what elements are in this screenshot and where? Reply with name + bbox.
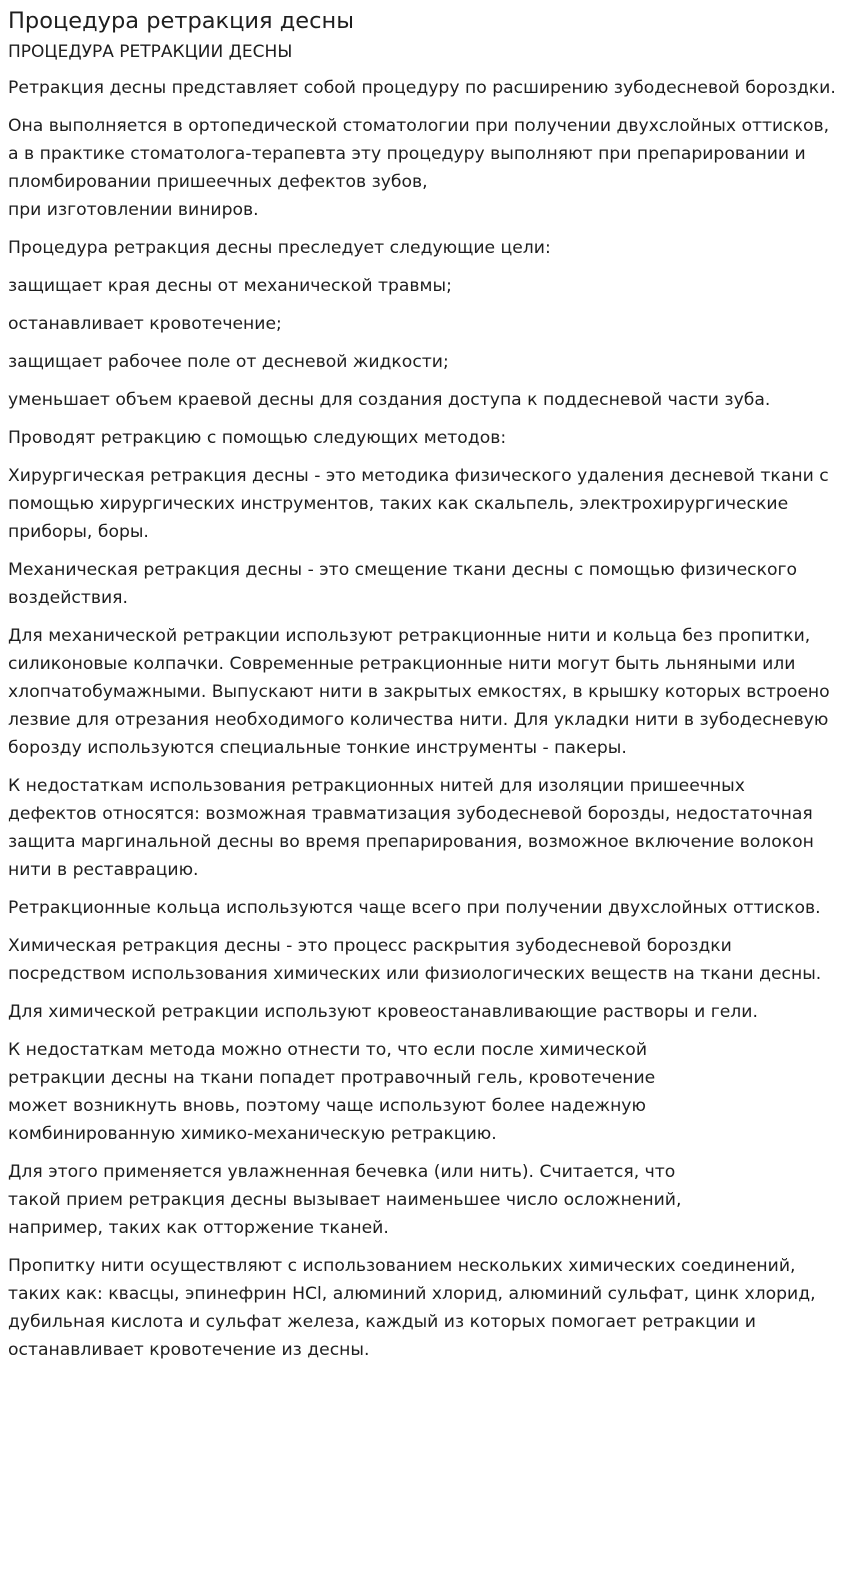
paragraph-15: Для химической ретракции используют кровеостанавливающие растворы и гели.: [8, 1002, 758, 1022]
paragraph-4: защищает края десны от механической травмы;: [8, 276, 452, 296]
paragraph-3: Процедура ретракция десны преследует следующие цели:: [8, 238, 551, 258]
paragraph-13: Ретракционные кольца используются чаще всего при получении двухслойных оттисков.: [8, 898, 821, 918]
paragraph-9: Хирургическая ретракция десны - это методика физического удаления десневой ткани с помощью хирургических инструментов, таких как скальпель, электрохирургические приборы, боры.: [8, 466, 829, 542]
paragraph-10: Механическая ретракция десны - это смещение ткани десны с помощью физического воздействия.: [8, 560, 798, 608]
paragraph-18: Пропитку нити осуществляют с использованием нескольких химических соединений, таких как: квасцы, эпинефрин HCl, алюминий хлорид, алюминий сульфат, цинк хлорид, дубильная кислота и сульфат железа, каждый из которых помогает ретракции и останавливает кровотечение из десны.: [8, 1256, 816, 1360]
paragraph-16: К недостаткам метода можно отнести то, что если после химической ретракции десны на ткани попадет протравочный гель, кровотечение может возникнуть вновь, поэтому чаще используют более надежную комбинированную химико-механическую ретракцию.: [8, 1040, 656, 1144]
paragraph-12: К недостаткам использования ретракционных нитей для изоляции пришеечных дефектов относятся: возможная травматизация зубодесневой борозды, недостаточная защита маргинальной десны во время препарирования, возможное включение волокон нити в реставрацию.: [8, 776, 814, 880]
paragraph-7: уменьшает объем краевой десны для создания доступа к поддесневой части зуба.: [8, 390, 771, 410]
paragraph-2: Она выполняется в ортопедической стоматологии при получении двухслойных оттисков, а в практике стоматолога-терапевта эту процедуру выполняют при препарировании и пломбировании пришеечных дефектов зубов, при изготовлении виниров.: [8, 116, 830, 220]
paragraph-6: защищает рабочее поле от десневой жидкости;: [8, 352, 449, 372]
section-heading: ПРОЦЕДУРА РЕТРАКЦИИ ДЕСНЫ: [8, 42, 293, 62]
paragraph-8: Проводят ретракцию с помощью следующих методов:: [8, 428, 507, 448]
paragraph-1: Ретракция десны представляет собой процедуру по расширению зубодесневой бороздки.: [8, 78, 836, 98]
page-title: Процедура ретракция десны: [8, 8, 354, 34]
paragraph-11: Для механической ретракции используют ретракционные нити и кольца без пропитки, силиконовые колпачки. Современные ретракционные нити могут быть льняными или хлопчатобумажными. Выпускают нити в закрытых емкостях, в крышку которых встроено лезвие для отрезания необходимого количества нити. Для укладки нити в зубодесневую борозду используются специальные тонкие инструменты - пакеры.: [8, 626, 830, 758]
paragraph-17: Для этого применяется увлажненная бечевка (или нить). Считается, что такой прием ретракция десны вызывает наименьшее число осложнений, например, таких как отторжение тканей.: [8, 1162, 682, 1238]
paragraph-14: Химическая ретракция десны - это процесс раскрытия зубодесневой бороздки посредством использования химических или физиологических веществ на ткани десны.: [8, 936, 822, 984]
paragraph-5: останавливает кровотечение;: [8, 314, 282, 334]
